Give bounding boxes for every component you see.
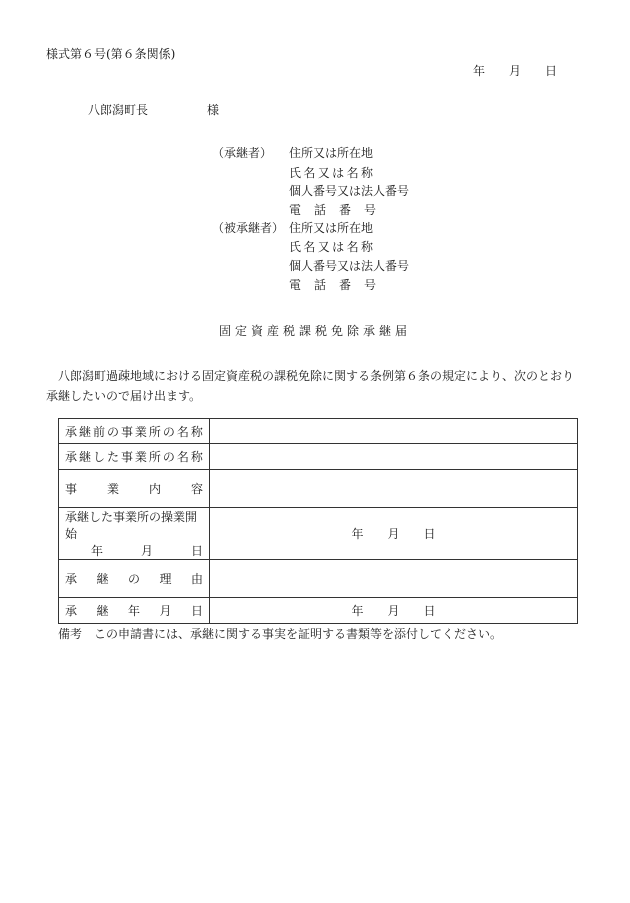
predecessor-role: （被承継者） — [212, 221, 285, 235]
table-row — [59, 560, 578, 598]
remarks-note: 備考 この申請書には、承継に関する事実を証明する書類等を添付してください。 — [58, 627, 503, 641]
successor-phone-label: 電 話 番 号 — [289, 203, 376, 217]
label-operation-start-date: 承継した事業所の操業開始 年 月 日 — [59, 508, 210, 560]
predecessor-address-label: 住所又は所在地 — [289, 221, 374, 235]
predecessor-phone-label: 電 話 番 号 — [289, 278, 376, 292]
label-previous-office-name: 承 継 前 の 事 業 所 の 名 称 — [59, 419, 210, 444]
date-year: 年 — [473, 64, 486, 78]
form-title: 固定資産税課税免除承継届 — [218, 324, 411, 338]
successor-name-label: 氏 名 又 は 名 称 — [289, 166, 373, 180]
label-succeeded-office-name: 承 継 し た 事 業 所 の 名 称 — [59, 444, 210, 470]
succeeded-office-name-field[interactable] — [210, 444, 578, 470]
table-row — [59, 419, 578, 444]
form-number: 様式第６号(第６条関係) — [46, 47, 176, 61]
succession-reason-field[interactable] — [210, 560, 578, 598]
addressee: 八郎潟町長 — [88, 103, 149, 117]
predecessor-id-label: 個人番号又は法人番号 — [289, 259, 410, 273]
intro-paragraph: 八郎潟町過疎地域における固定資産税の課税免除に関する条例第６条の規定により、次のとおり承継したいので届け出ます。 — [46, 369, 575, 403]
submission-date — [473, 64, 557, 78]
label-business-content: 事 業 内 容 — [59, 470, 210, 508]
date-month: 月 — [508, 64, 521, 78]
successor-address-label: 住所又は所在地 — [289, 146, 374, 160]
successor-role: （承継者） — [212, 146, 273, 160]
label-succession-reason: 承 継 の 理 由 — [59, 560, 210, 598]
table-row — [59, 444, 578, 470]
addressee-honorific: 様 — [207, 103, 220, 117]
table-row — [59, 508, 578, 560]
table-row — [59, 470, 578, 508]
table-row — [59, 598, 578, 624]
successor-id-label: 個人番号又は法人番号 — [289, 184, 410, 198]
date-day: 日 — [544, 64, 557, 78]
operation-start-date-field[interactable]: 年 月 日 — [210, 508, 578, 560]
previous-office-name-field[interactable] — [210, 419, 578, 444]
succession-table — [58, 418, 578, 624]
business-content-field[interactable] — [210, 470, 578, 508]
predecessor-name-label: 氏 名 又 は 名 称 — [289, 240, 373, 254]
label-succession-date: 承 継 年 月 日 — [59, 598, 210, 624]
succession-date-field[interactable]: 年 月 日 — [210, 598, 578, 624]
